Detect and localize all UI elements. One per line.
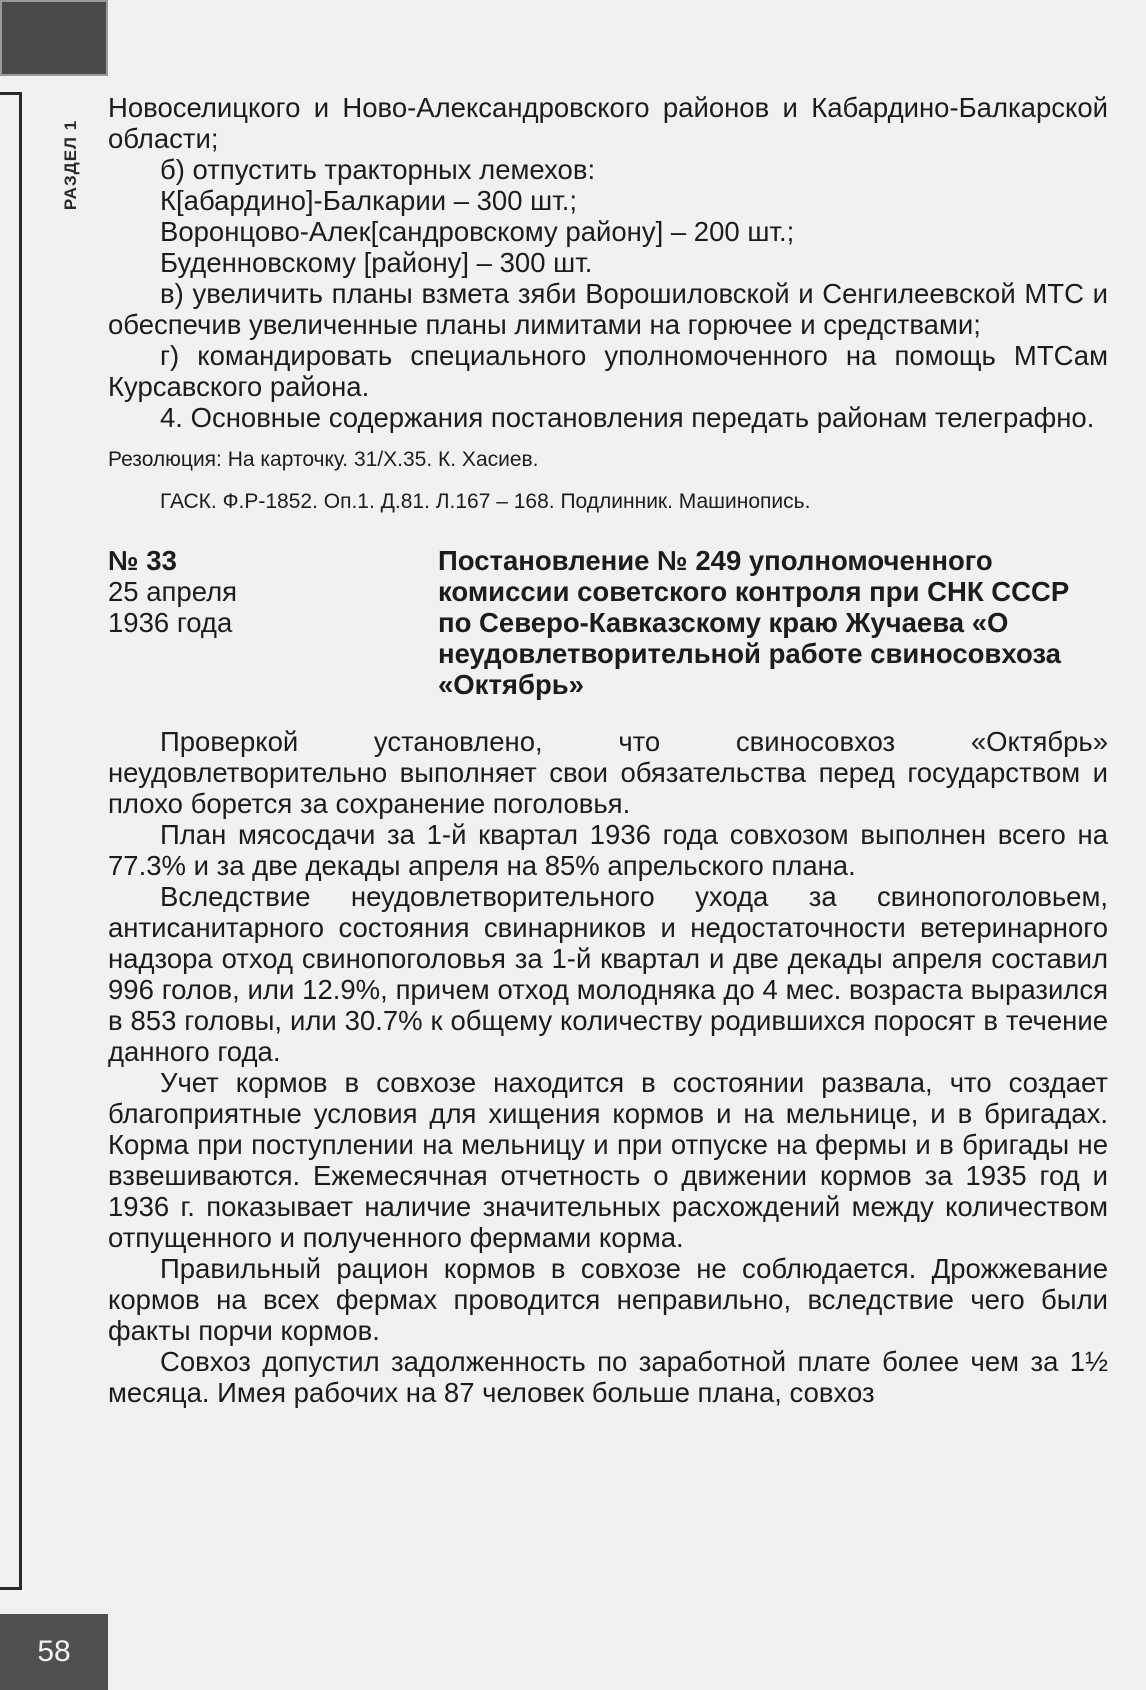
intro-line: Буденновскому [району] – 300 шт. <box>160 247 593 278</box>
resolution-note: Резолюция: На карточку. 31/X.35. К. Хасиев. <box>108 448 539 471</box>
body-paragraph: Совхоз допустил задолженность по заработной плате более чем за 1½ месяца. Имея рабочих на 87 человек больше плана, совхоз <box>108 1346 1108 1408</box>
document-date-year: 1936 года <box>108 607 233 638</box>
page-number-tab <box>0 1614 108 1690</box>
section-label-text: РАЗДЕЛ 1 <box>61 119 81 211</box>
body-paragraph: Вследствие неудовлетворительного ухода за свинопоголовьем, антисанитарного состояния свинарников и недостаточности ветеринарного надзора отход свинопоголовья за 1-й квартал и две декады апреля составил 996 голов, или 12.9%, причем отход молодняка до 4 мес. возраста выразился в 853 головы, или 30.7% к общему количеству родившихся поросят в течение данного года. <box>108 881 1108 1067</box>
document-date-day: 25 апреля <box>108 576 238 607</box>
document-number: № 33 <box>108 545 177 576</box>
body-paragraph: Проверкой установлено, что свиносовхоз «Октябрь» неудовлетворительно выполняет свои обязательства перед государством и плохо борется за сохранение поголовья. <box>108 726 1108 819</box>
archive-reference: ГАСК. Ф.Р-1852. Оп.1. Д.81. Л.167 – 168. Подлинник. Машинопись. <box>160 490 811 513</box>
intro-line: Новоселицкого и Ново-Александровского районов и Кабардино-Балкарской области; <box>108 92 1108 154</box>
intro-line: К[абардино]-Балкарии – 300 шт.; <box>160 185 578 216</box>
body-paragraph: Правильный рацион кормов в совхозе не соблюдается. Дрожжевание кормов на всех фермах проводится неправильно, вследствие чего были факты порчи кормов. <box>108 1253 1108 1346</box>
intro-line: г) командировать специального уполномоченного на помощь МТСам Курсавского района. <box>108 340 1108 402</box>
body-paragraph: План мясосдачи за 1-й квартал 1936 года совхозом выполнен всего на 77.3% и за две декады апреля на 85% апрельского плана. <box>108 819 1108 881</box>
margin-bracket <box>0 92 22 1590</box>
page-content <box>108 92 1108 1408</box>
body-paragraph: Учет кормов в совхозе находится в состоянии развала, что создает благоприятные условия для хищения кормов и на мельнице, и в бригадах. Корма при поступлении на мельницу и при отпуске на фермы и в бригады не взвешиваются. Ежемесячная отчетность о движении кормов за 1935 год и 1936 г. показывает наличие значительных расхождений между количеством отпущенного и полученного фермами корма. <box>108 1067 1108 1253</box>
corner-tab <box>0 0 108 76</box>
intro-line: б) отпустить тракторных лемехов: <box>160 154 596 185</box>
intro-line: Воронцово-Алек[сандровскому району] – 200 шт.; <box>160 216 795 247</box>
document-meta <box>108 545 438 700</box>
page-number: 58 <box>37 1635 71 1668</box>
section-label <box>56 95 86 235</box>
document-header <box>108 545 1108 700</box>
intro-line: в) увеличить планы взмета зяби Ворошиловской и Сенгилеевской МТС и обеспечив увеличенные планы лимитами на горючее и средствами; <box>108 278 1108 340</box>
document-title: Постановление № 249 уполномоченного комиссии советского контроля при СНК СССР по Северо-Кавказскому краю Жучаева «О неудовлетворительной работе свиносовхоза «Октябрь» <box>438 545 1070 700</box>
intro-line: 4. Основные содержания постановления передать районам телеграфно. <box>160 402 1095 433</box>
